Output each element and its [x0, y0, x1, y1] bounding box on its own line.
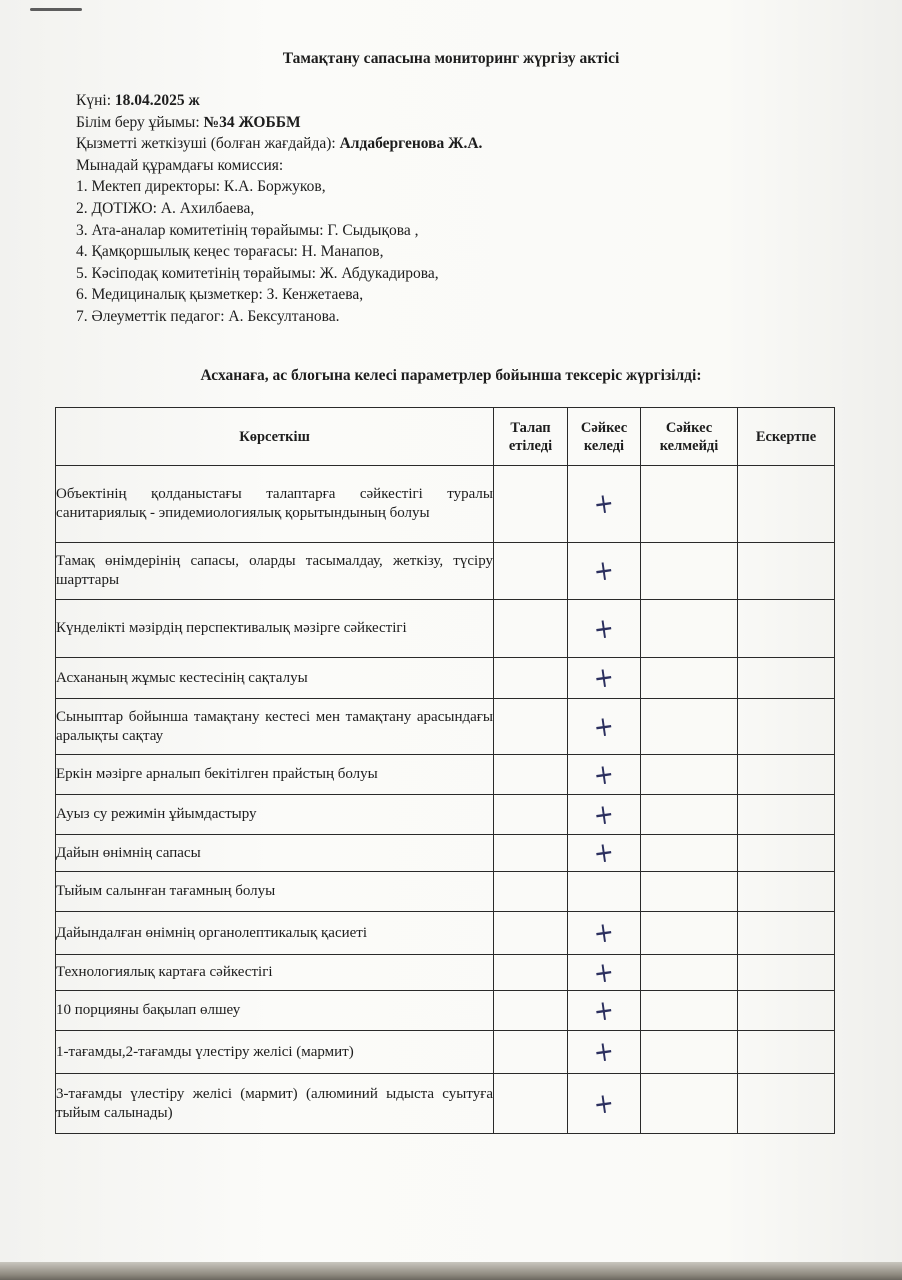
required-cell — [494, 835, 568, 872]
indicator-cell: Объектінің қолданыстағы талаптарға сәйкестігі туралы санитариялық - эпидемиологиялық қорытындының болуы — [56, 466, 494, 543]
indicator-cell: Дайындалған өнімнің органолептикалық қасиеті — [56, 912, 494, 955]
compliant-cell — [568, 466, 641, 543]
note-cell — [738, 658, 835, 699]
table-row — [56, 795, 835, 835]
compliant-cell — [568, 543, 641, 600]
required-cell — [494, 795, 568, 835]
compliant-cell — [568, 912, 641, 955]
inspection-table — [55, 407, 835, 1134]
compliant-cell — [568, 600, 641, 658]
commission-member: 1. Мектеп директоры: К.А. Боржуков, — [76, 178, 326, 196]
indicator-cell: Күнделікті мәзірдің перспективалық мәзірге сәйкестігі — [56, 600, 494, 658]
noncompliant-cell — [641, 835, 738, 872]
noncompliant-cell — [641, 1031, 738, 1074]
compliant-cell — [568, 1074, 641, 1134]
commission-member: 4. Қамқоршылық кеңес төрағасы: Н. Манапов, — [76, 243, 384, 261]
noncompliant-cell — [641, 543, 738, 600]
indicator-cell: Сыныптар бойынша тамақтану кестесі мен тамақтану арасындағы аралықты сақтау — [56, 699, 494, 755]
note-cell — [738, 795, 835, 835]
table-row — [56, 991, 835, 1031]
required-cell — [494, 600, 568, 658]
check-mark: + — [591, 708, 617, 744]
table-row — [56, 699, 835, 755]
check-mark: + — [591, 834, 617, 871]
compliant-cell — [568, 795, 641, 835]
header-indicator: Көрсеткіш — [56, 408, 494, 466]
noncompliant-cell — [641, 991, 738, 1031]
note-cell — [738, 955, 835, 991]
date-label: Күні: — [76, 92, 115, 109]
note-cell — [738, 1031, 835, 1074]
table-row — [56, 872, 835, 912]
indicator-cell: Еркін мәзірге арналып бекітілген прайстың болуы — [56, 755, 494, 795]
commission-member: 3. Ата-аналар комитетінің төрайымы: Г. Сыдықова , — [76, 221, 419, 239]
table-row — [56, 600, 835, 658]
commission-member: 6. Медициналық қызметкер: З. Кенжетаева, — [76, 286, 364, 304]
header-note: Ескертпе — [738, 408, 835, 466]
table-row — [56, 1031, 835, 1074]
required-cell — [494, 1074, 568, 1134]
supplier-label: Қызметті жеткізуші (болған жағдайда): — [76, 135, 340, 153]
table-row — [56, 543, 835, 600]
commission-member: 2. ДОТІЖО: А. Ахилбаева, — [76, 199, 255, 217]
check-mark: + — [591, 914, 617, 951]
indicator-cell: Ауыз су режимін ұйымдастыру — [56, 795, 494, 835]
compliant-cell — [568, 699, 641, 755]
check-mark: + — [591, 992, 617, 1028]
compliant-cell — [568, 658, 641, 699]
commission-label: Мынадай құрамдағы комиссия: — [76, 156, 284, 174]
header-noncompliant: Сәйкес келмейді — [641, 408, 738, 466]
note-cell — [738, 543, 835, 600]
noncompliant-cell — [641, 466, 738, 543]
noncompliant-cell — [641, 955, 738, 991]
note-cell — [738, 600, 835, 658]
note-cell — [738, 1074, 835, 1134]
header-required: Талап етіледі — [494, 408, 568, 466]
indicator-cell: Технологиялық картаға сәйкестігі — [56, 955, 494, 991]
noncompliant-cell — [641, 912, 738, 955]
compliant-cell — [568, 955, 641, 991]
note-cell — [738, 991, 835, 1031]
required-cell — [494, 955, 568, 991]
table-row — [56, 466, 835, 543]
indicator-cell: 1-тағамды,2-тағамды үлестіру желісі (мармит) — [56, 1031, 494, 1074]
check-mark: + — [591, 610, 617, 646]
required-cell — [494, 1031, 568, 1074]
check-mark: + — [591, 485, 617, 522]
section-title: Асханаға, ас блогына келесі параметрлер бойынша тексеріс жүргізілді: — [200, 367, 702, 384]
check-mark: + — [591, 659, 617, 696]
required-cell — [494, 872, 568, 912]
indicator-cell: 10 порцияны бақылап өлшеу — [56, 991, 494, 1031]
noncompliant-cell — [641, 872, 738, 912]
compliant-cell — [568, 755, 641, 795]
indicator-cell: 3-тағамды үлестіру желісі (мармит) (алюминий ыдыста суытуға тыйым салынады) — [56, 1074, 494, 1134]
noncompliant-cell — [641, 755, 738, 795]
check-mark: + — [591, 1033, 617, 1070]
required-cell — [494, 912, 568, 955]
table-row — [56, 912, 835, 955]
date-line — [76, 90, 836, 112]
table-row — [56, 955, 835, 991]
school-label: Білім беру ұйымы: — [76, 113, 204, 131]
school-value: №34 ЖОББМ — [203, 113, 301, 131]
compliant-cell — [568, 991, 641, 1031]
commission-member: 7. Әлеуметтік педагог: А. Бексултанова. — [76, 307, 340, 325]
required-cell — [494, 699, 568, 755]
school-line — [76, 112, 836, 134]
table-row — [56, 1074, 835, 1134]
table-row — [56, 658, 835, 699]
document-info — [76, 90, 836, 328]
table-row — [56, 755, 835, 795]
note-cell — [738, 835, 835, 872]
required-cell — [494, 755, 568, 795]
noncompliant-cell — [641, 600, 738, 658]
noncompliant-cell — [641, 699, 738, 755]
note-cell — [738, 912, 835, 955]
compliant-cell — [568, 835, 641, 872]
compliant-cell — [568, 872, 641, 912]
supplier-value: Алдабергенова Ж.А. — [339, 135, 483, 153]
indicator-cell: Асхананың жұмыс кестесінің сақталуы — [56, 658, 494, 699]
indicator-cell: Тыйым салынған тағамның болуы — [56, 872, 494, 912]
note-cell — [738, 872, 835, 912]
desk-edge — [0, 1262, 902, 1280]
note-cell — [738, 755, 835, 795]
supplier-line — [76, 133, 836, 155]
indicator-cell: Дайын өнімнің сапасы — [56, 835, 494, 872]
required-cell — [494, 543, 568, 600]
compliant-cell — [568, 1031, 641, 1074]
required-cell — [494, 991, 568, 1031]
table-header-row — [56, 408, 835, 466]
required-cell — [494, 466, 568, 543]
table-row — [56, 835, 835, 872]
check-mark: + — [591, 796, 617, 832]
document-title: Тамақтану сапасына мониторинг жүргізу актісі — [282, 50, 620, 67]
noncompliant-cell — [641, 795, 738, 835]
staple-mark — [30, 8, 82, 11]
commission-member: 5. Кәсіподақ комитетінің төрайымы: Ж. Абдукадирова, — [76, 264, 439, 282]
indicator-cell: Тамақ өнімдерінің сапасы, оларды тасымалдау, жеткізу, түсіру шарттары — [56, 543, 494, 600]
note-cell — [738, 466, 835, 543]
required-cell — [494, 658, 568, 699]
check-mark: + — [591, 552, 617, 589]
check-mark: + — [591, 954, 617, 990]
date-value: 18.04.2025 ж — [114, 92, 200, 109]
noncompliant-cell — [641, 1074, 738, 1134]
check-mark: + — [591, 1085, 617, 1121]
header-compliant: Сәйкес келеді — [568, 408, 641, 466]
note-cell — [738, 699, 835, 755]
check-mark: + — [591, 756, 617, 792]
noncompliant-cell — [641, 658, 738, 699]
